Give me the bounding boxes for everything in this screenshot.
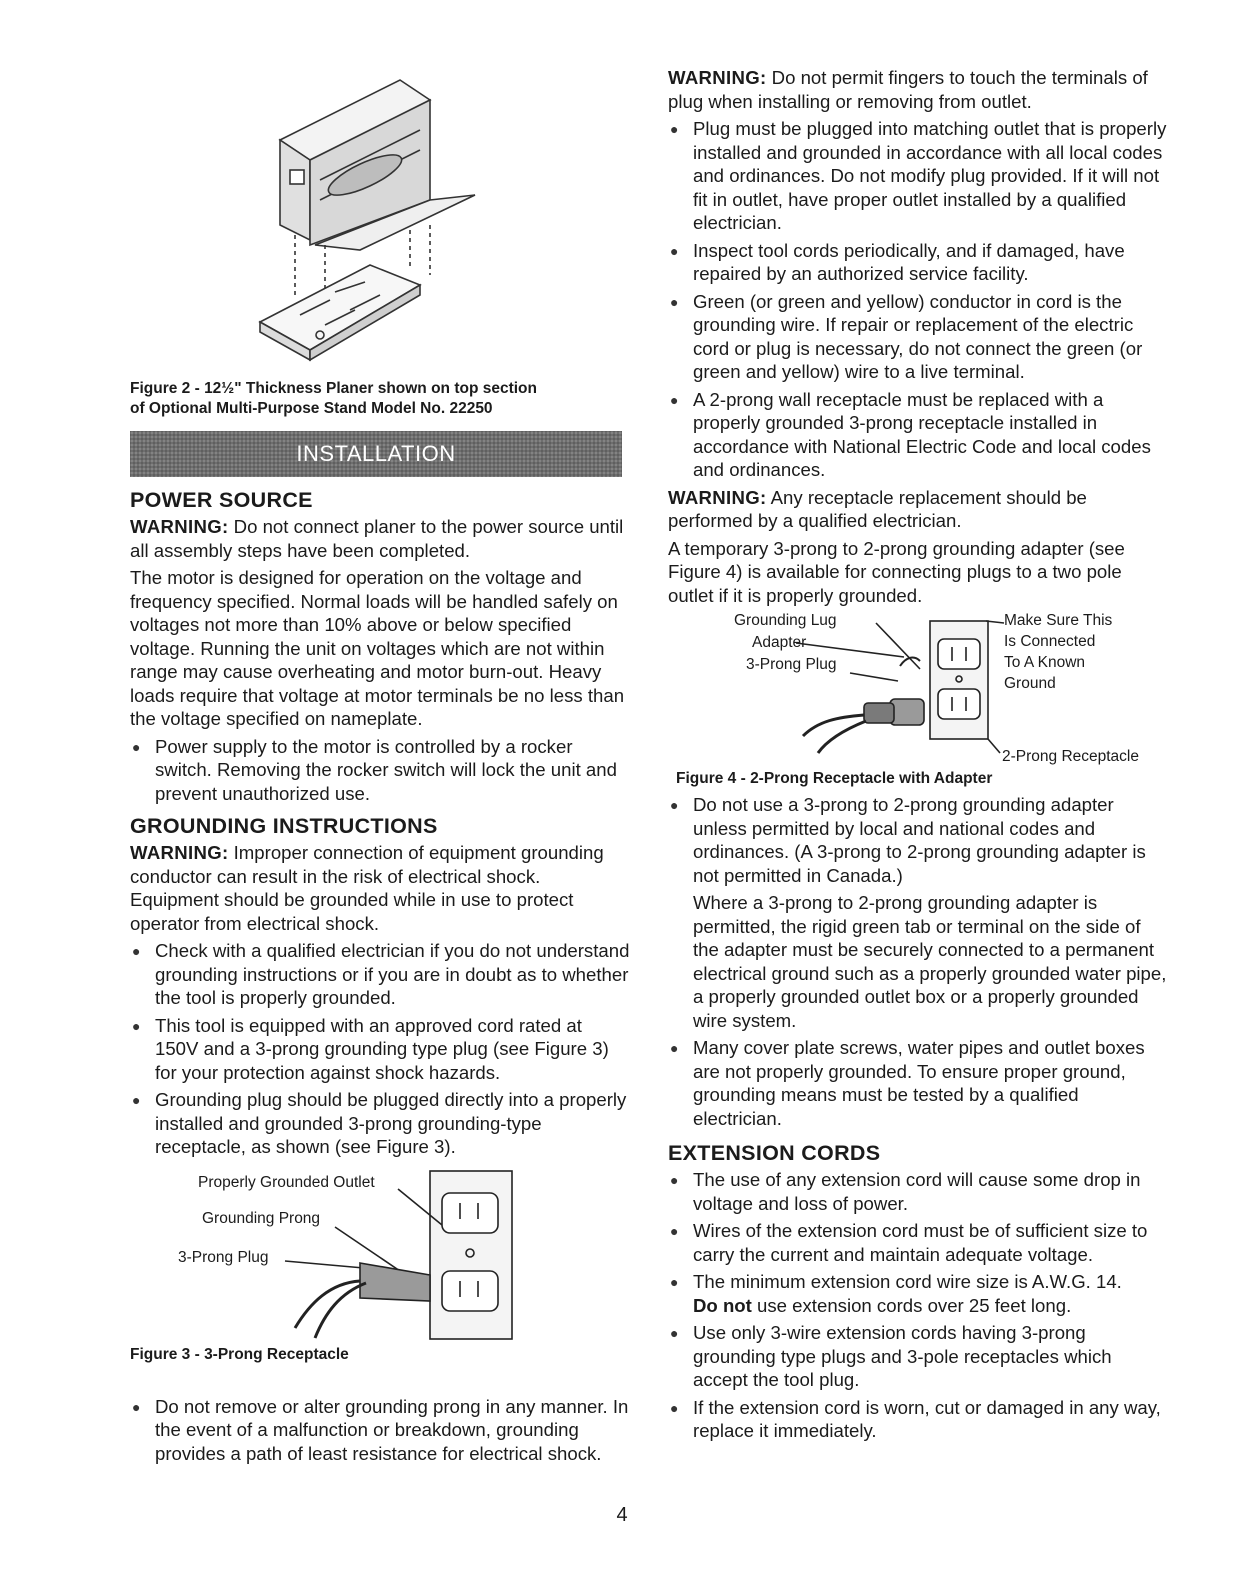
receptacle-warning	[668, 486, 1168, 533]
warning-label: WARNING:	[668, 486, 767, 508]
grounding-bullets	[130, 939, 630, 1159]
bullet-text: Grounding plug should be plugged directly into a properly installed and grounded 3-prong grounding-type receptacle, as shown (see Figure 3).	[155, 1089, 627, 1157]
grounding-warning	[130, 841, 630, 935]
grounding-instructions-heading: GROUNDING INSTRUCTIONS	[130, 814, 438, 838]
planer-on-stand-illustration	[130, 60, 630, 370]
power-source-bullets	[130, 735, 630, 806]
figure-4-label-make-sure-3: To A Known	[1004, 654, 1086, 671]
figure-4-label-adapter: Adapter	[752, 634, 807, 651]
list-item	[668, 1396, 1168, 1443]
figure-4-label-receptacle: 2-Prong Receptacle	[1002, 748, 1139, 765]
list-item	[130, 939, 630, 1010]
bullet-icon: ●	[670, 391, 679, 408]
left-column	[130, 60, 630, 1469]
bullet-text: If the extension cord is worn, cut or damaged in any way, replace it immediately.	[693, 1396, 1161, 1441]
adapter-receptacle-illustration	[668, 611, 1168, 769]
plug-bullets	[668, 117, 1168, 482]
bullet-text-rest: use extension cords over 25 feet long.	[751, 1294, 1072, 1316]
power-source-paragraph: The motor is designed for operation on the voltage and frequency specified. Normal loads will be handled safely on voltages not more than 10% above or below specified voltage. Running the unit on voltages which are not within range may cause overheating and motor burn-out. Heavy loads require that voltage at motor terminals be no less than the voltage specified on nameplate.	[130, 567, 625, 729]
warning-label: WARNING:	[130, 842, 229, 863]
bullet-text: Do not use a 3-prong to 2-prong grounding adapter unless permitted by local and national codes and ordinances. (A 3-prong to 2-prong grounding adapter is not permitted in Canada.)	[693, 794, 1146, 886]
bullet-icon: ●	[132, 1017, 141, 1034]
bullet-text: Plug must be plugged into matching outlet that is properly installed and grounded in accordance with all local codes and ordinances. Do not modify plug provided. If it will not fit in outlet, have proper outlet installed by a qualified electrician.	[693, 118, 1167, 233]
adapter-bullets-2	[668, 1036, 1168, 1130]
installation-banner	[130, 431, 622, 477]
list-item	[668, 1219, 1168, 1266]
bullet-icon: ●	[670, 1223, 679, 1239]
bullet-text: Wires of the extension cord must be of sufficient size to carry the current and maintain adequate voltage.	[693, 1220, 1148, 1265]
bullet-text: Many cover plate screws, water pipes and outlet boxes are not properly grounded. To ensure proper ground, grounding means must be tested by a qualified electrician.	[693, 1037, 1145, 1129]
figure-3-label-prong: Grounding Prong	[202, 1209, 321, 1227]
bullet-bold-text: Do not	[693, 1294, 752, 1316]
three-prong-receptacle-illustration	[130, 1163, 630, 1343]
adapter-bullets	[668, 793, 1168, 887]
list-item	[130, 735, 630, 806]
power-source-warning	[130, 515, 630, 562]
list-item	[668, 793, 1168, 887]
list-item	[668, 239, 1168, 286]
list-item	[668, 117, 1168, 235]
bullet-icon: ●	[670, 1399, 679, 1416]
figure-2-caption-line-2: of Optional Multi-Purpose Stand Model No. 22250	[130, 400, 493, 417]
figure-3	[130, 1163, 630, 1343]
figure-4-label-make-sure-1: Make Sure This	[1004, 612, 1113, 629]
bullet-text: Power supply to the motor is controlled by a rocker switch. Removing the rocker switch will lock the unit and prevent unauthorized use.	[155, 735, 617, 804]
bullet-icon: ●	[670, 1172, 679, 1188]
list-item	[130, 1088, 630, 1159]
figure-3-label-plug: 3-Prong Plug	[178, 1248, 269, 1266]
grounding-last-bullet	[130, 1395, 630, 1466]
bullet-text: The minimum extension cord wire size is A.W.G. 14.	[693, 1271, 1122, 1292]
right-column	[668, 66, 1168, 1447]
warning-text: Do not connect planer to the power source until all assembly steps have been completed.	[130, 516, 624, 561]
warning-label: WARNING:	[130, 516, 229, 537]
bullet-icon: ●	[670, 293, 679, 310]
bullet-icon: ●	[670, 1040, 679, 1056]
list-item	[668, 1270, 1168, 1317]
bullet-icon: ●	[132, 1092, 141, 1108]
bullet-text: Inspect tool cords periodically, and if damaged, have repaired by an authorized service facility.	[693, 239, 1125, 284]
bullet-icon: ●	[670, 242, 679, 259]
extension-cords-heading: EXTENSION CORDS	[668, 1141, 881, 1165]
bullet-icon: ●	[670, 1274, 679, 1290]
list-item	[130, 1014, 630, 1085]
warning-text: Do not permit fingers to touch the terminals of plug when installing or removing from outlet.	[668, 67, 1148, 112]
terminal-warning	[668, 66, 1168, 113]
installation-banner-title: INSTALLATION	[296, 441, 456, 466]
bullet-text: Use only 3-wire extension cords having 3-prong grounding type plugs and 3-pole receptacles which accept the tool plug.	[693, 1322, 1112, 1390]
adapter-sub-paragraph: Where a 3-prong to 2-prong grounding adapter is permitted, the rigid green tab or terminal on the side of the adapter must be securely connected to a permanent electrical ground such as a properly grounded water pipe, a properly grounded outlet box or a properly grounded wire system.	[693, 892, 1167, 1031]
list-item	[668, 388, 1168, 482]
figure-4-label-make-sure-4: Ground	[1004, 675, 1056, 692]
warning-text: Any receptacle replacement should be performed by a qualified electrician.	[668, 486, 1087, 531]
bullet-text: The use of any extension cord will cause some drop in voltage and loss of power.	[693, 1169, 1141, 1214]
list-item	[668, 290, 1168, 384]
page-number: 4	[616, 1504, 628, 1526]
list-item	[668, 1168, 1168, 1215]
figure-2-caption-line-1: Figure 2 - 12½" Thickness Planer shown on top section	[130, 380, 537, 397]
bullet-icon: ●	[670, 1325, 679, 1341]
bullet-text: Check with a qualified electrician if you do not understand grounding instructions or if you are in doubt as to whether the tool is properly grounded.	[155, 940, 630, 1008]
bullet-icon: ●	[132, 738, 141, 755]
figure-3-label-outlet: Properly Grounded Outlet	[198, 1173, 375, 1191]
figure-4-label-make-sure-2: Is Connected	[1004, 633, 1096, 650]
warning-label: WARNING:	[668, 67, 767, 88]
bullet-icon: ●	[670, 797, 679, 813]
bullet-text: Green (or green and yellow) conductor in cord is the grounding wire. If repair or replacement of the electric cord or plug is necessary, do not connect the green (or green and yellow) wire to a live terminal.	[693, 290, 1143, 382]
figure-3-caption: Figure 3 - 3-Prong Receptacle	[130, 1345, 349, 1363]
list-item	[668, 1321, 1168, 1392]
list-item	[130, 1395, 630, 1466]
bullet-icon: ●	[132, 1398, 141, 1415]
bullet-icon: ●	[670, 121, 679, 137]
bullet-text: This tool is equipped with an approved cord rated at 150V and a 3-prong grounding type plug (see Figure 3) for your protection against shock hazards.	[155, 1014, 609, 1083]
power-source-heading: POWER SOURCE	[130, 488, 313, 512]
list-item	[668, 1036, 1168, 1130]
extension-bullets	[668, 1168, 1168, 1443]
bullet-text: Do not remove or alter grounding prong in any manner. In the event of a malfunction or breakdown, grounding provides a path of least resistance for electrical shock.	[155, 1395, 629, 1464]
figure-4-label-plug: 3-Prong Plug	[746, 656, 837, 673]
figure-4	[668, 611, 1168, 769]
bullet-icon: ●	[132, 943, 141, 959]
adapter-paragraph: A temporary 3-prong to 2-prong grounding adapter (see Figure 4) is available for connecting plugs to a two pole outlet if it is properly grounded.	[668, 537, 1125, 606]
figure-4-label-lug: Grounding Lug	[734, 612, 837, 629]
warning-text: Improper connection of equipment grounding conductor can result in the risk of electrical shock. Equipment should be grounded while in use to protect operator from electrical shock.	[130, 842, 604, 934]
figure-4-caption: Figure 4 - 2-Prong Receptacle with Adapter	[676, 770, 993, 787]
bullet-text: A 2-prong wall receptacle must be replaced with a properly grounded 3-prong receptacle installed in accordance with National Electric Code and local codes and ordinances.	[693, 388, 1151, 480]
